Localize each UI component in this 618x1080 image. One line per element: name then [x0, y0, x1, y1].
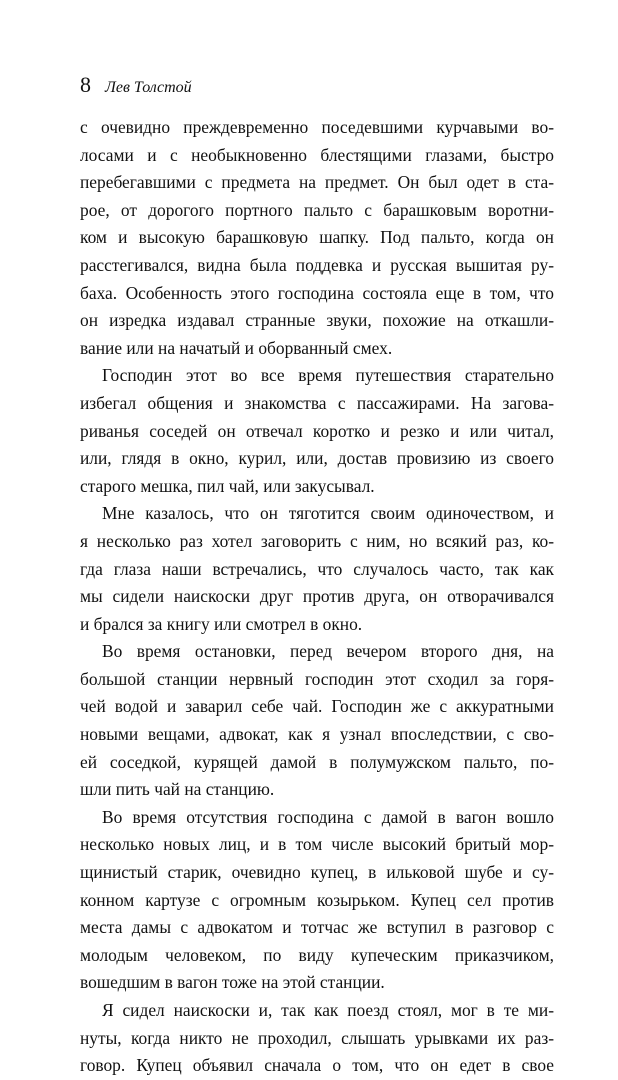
text-line: лосами и с необыкновенно блестящими глазами, быстро — [80, 144, 554, 165]
text-line: говор. Купец объявил сначала о том, что он едет в свое — [80, 1055, 554, 1076]
paragraph — [80, 638, 554, 804]
page-number: 8 — [80, 72, 91, 97]
text-line: щинистый старик, очевидно купец, в ильковой шубе и су- — [80, 862, 554, 883]
text-line: ком и высокую барашковую шапку. Под пальто, когда он — [80, 227, 554, 248]
text-line: нуты, когда никто не проходил, слышать урывками их раз- — [80, 1027, 554, 1048]
text-line: избегал общения и знакомства с пассажирами. На загова- — [80, 392, 554, 413]
text-line: места дамы с адвокатом и тотчас же вступил в разговор с — [80, 917, 554, 938]
text-line: новыми вещами, адвокат, как я узнал впоследствии, с сво- — [80, 724, 554, 745]
paragraph — [80, 997, 554, 1080]
text-line: и брался за книгу или смотрел в окно. — [80, 613, 363, 634]
text-line: вание или на начатый и оборванный смех. — [80, 337, 393, 358]
text-line: старого мешка, пил чай, или закусывал. — [80, 475, 375, 496]
text-line: гда глаза наши встречались, что случалось часто, так как — [80, 558, 554, 579]
text-line: я несколько раз хотел заговорить с ним, но всякий раз, ко- — [80, 530, 554, 551]
running-head — [80, 72, 192, 100]
text-line: Господин этот во все время путешествия старательно — [102, 365, 554, 386]
text-line: Во время отсутствия господина с дамой в вагон вошло — [102, 806, 554, 827]
text-line: Я сидел наискоски и, так как поезд стоял, мог в те ми- — [102, 1000, 554, 1020]
paragraph — [80, 114, 554, 362]
text-line: чей водой и заварил себе чай. Господин же с аккуратными — [80, 696, 554, 717]
text-line: большой станции нервный господин этот сходил за горя- — [80, 668, 554, 689]
text-line: шли пить чай на станцию. — [80, 779, 275, 800]
text-line: Во время остановки, перед вечером второго дня, на — [102, 641, 554, 662]
text-line: вошедшим в вагон тоже на этой станции. — [80, 972, 385, 993]
text-line: мы сидели наискоски друг против друга, он отворачивался — [80, 586, 554, 607]
paragraph — [80, 804, 554, 997]
text-line: Мне казалось, что он тяготится своим одиночеством, и — [102, 503, 554, 524]
text-line: молодым человеком, по виду купеческим приказчиком, — [80, 944, 554, 965]
text-line: он изредка издавал странные звуки, похожие на откашли- — [80, 310, 554, 331]
text-line: с очевидно преждевременно поседевшими курчавыми во- — [80, 117, 554, 137]
running-head-author: Лев Толстой — [105, 79, 192, 96]
text-line: несколько новых лиц, и в том числе высокий бритый мор- — [80, 834, 554, 855]
text-line: баха. Особенность этого господина состояла еще в том, что — [80, 282, 554, 303]
body-text — [80, 114, 554, 1080]
text-line: ей соседкой, курящей дамой в полумужском пальто, по- — [80, 751, 554, 772]
paragraph — [80, 362, 554, 500]
text-line: рое, от дорогого портного пальто с барашковым воротни- — [80, 199, 554, 220]
text-line: расстегивался, видна была поддевка и русская вышитая ру- — [80, 254, 554, 275]
paragraph — [80, 500, 554, 638]
text-line: конном картузе с огромным козырьком. Купец сел против — [80, 889, 554, 910]
text-line: перебегавшими с предмета на предмет. Он был одет в ста- — [80, 172, 554, 193]
text-line: или, глядя в окно, курил, или, достав провизию из своего — [80, 448, 554, 469]
text-line: риванья соседей он отвечал коротко и резко и или читал, — [80, 420, 554, 441]
